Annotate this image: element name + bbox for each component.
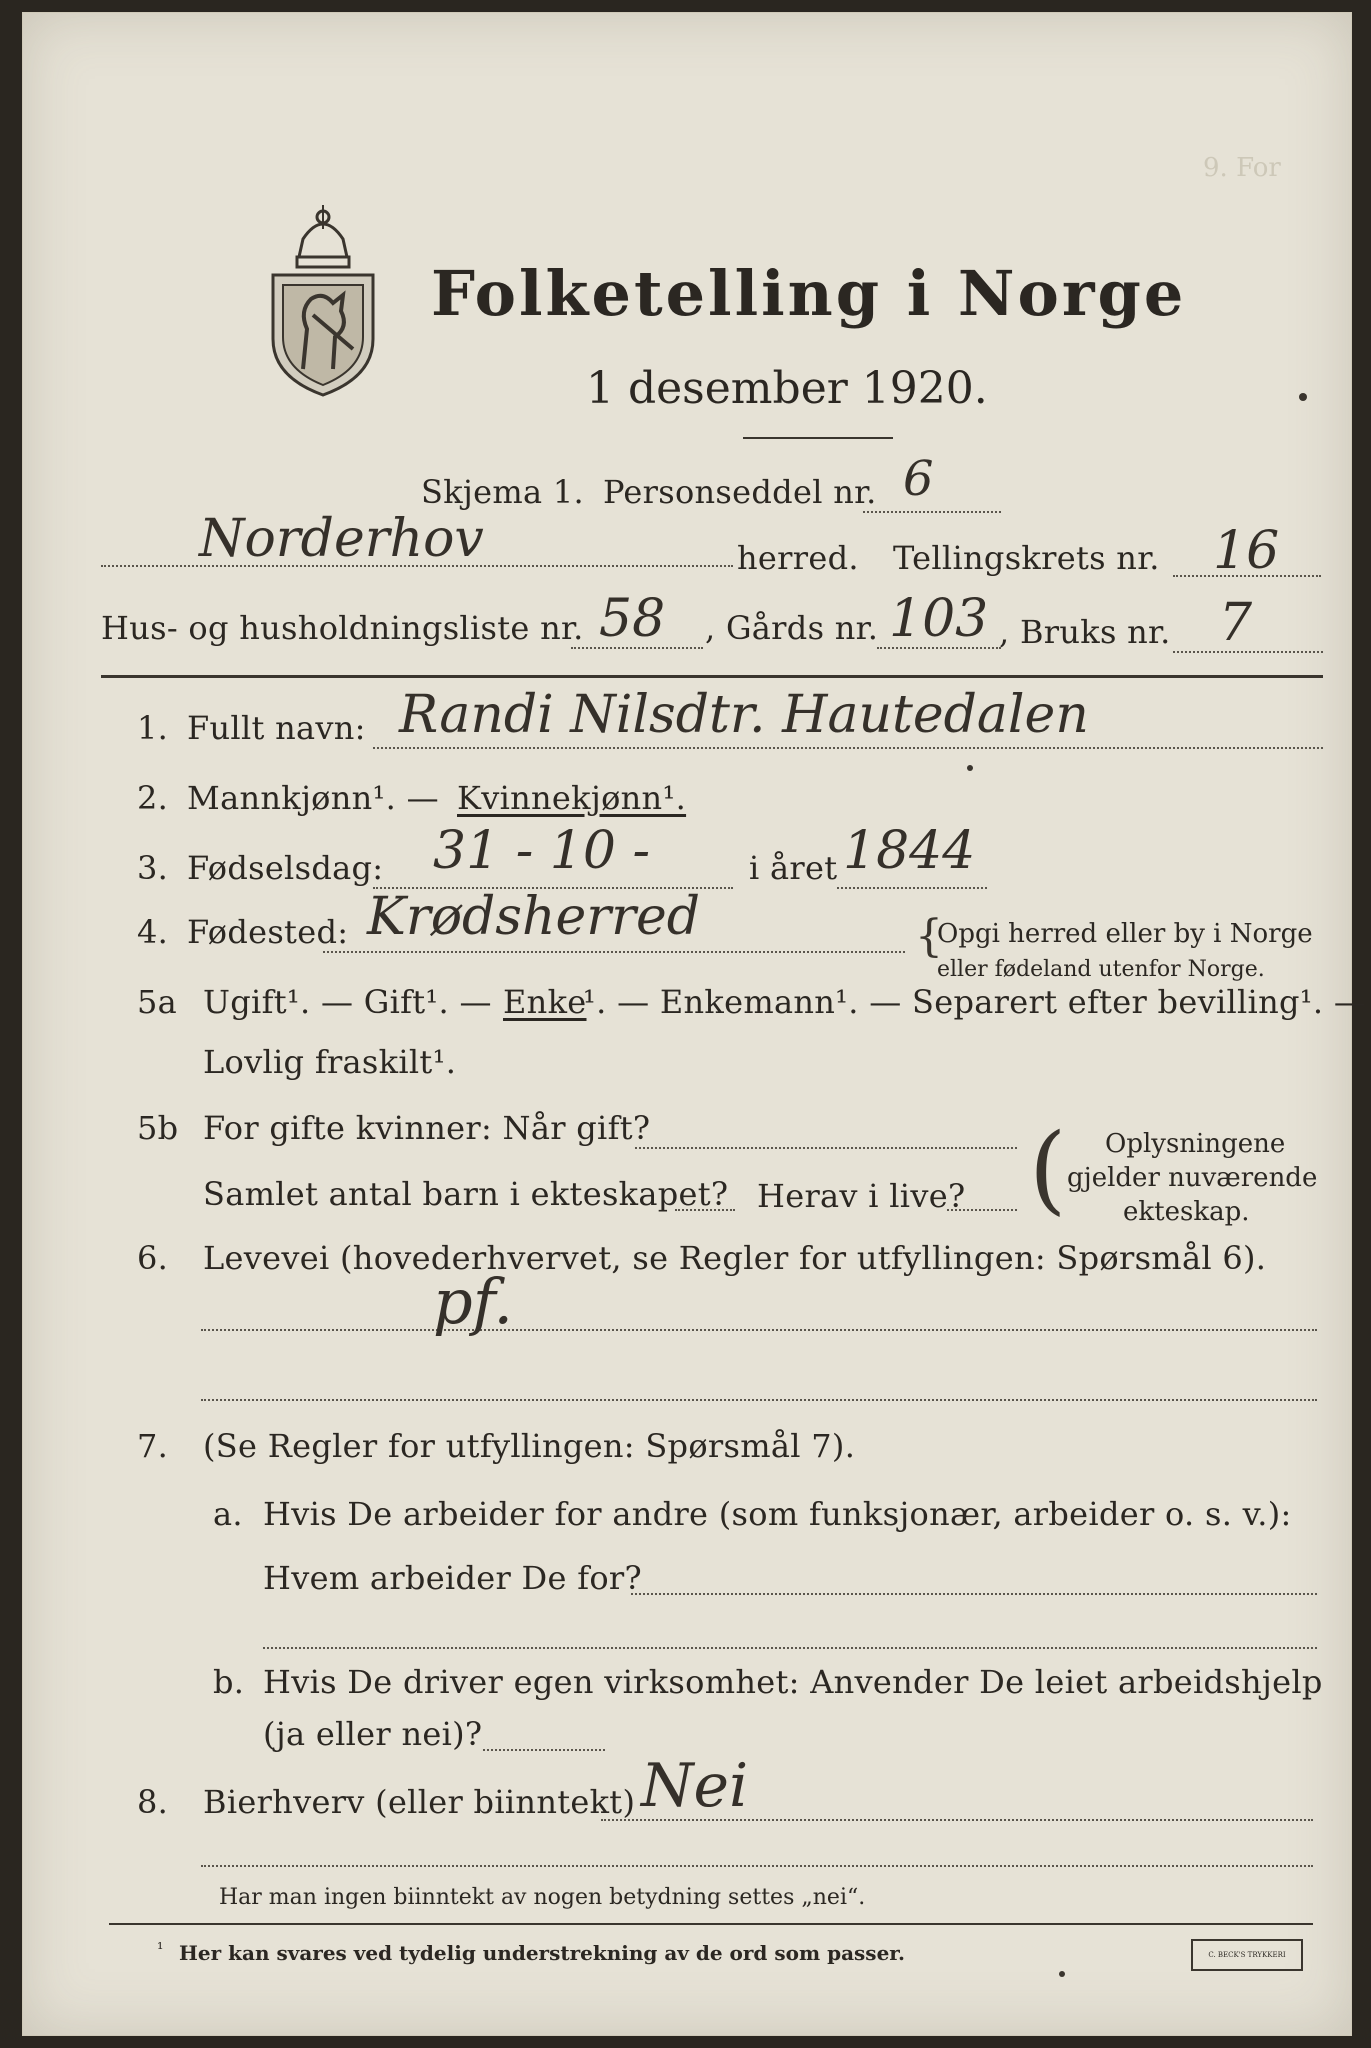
- birth-year-field[interactable]: [837, 887, 987, 889]
- q6-label: Levevei (hovederhvervet, se Regler for utfyllingen: Spørsmål 6).: [203, 1239, 1267, 1277]
- ink-dot: [1299, 393, 1307, 401]
- personseddel-field[interactable]: [863, 511, 1001, 513]
- title-divider: [743, 437, 893, 439]
- occupation-field-line2[interactable]: [201, 1399, 1317, 1401]
- norway-coat-of-arms-icon: [263, 199, 383, 399]
- q5a-options-end[interactable]: ¹. — Enkemann¹. — Separert efter bevilling¹. —: [583, 983, 1367, 1021]
- form-title: Folketelling i Norge: [431, 257, 1187, 330]
- gards-value: 103: [889, 589, 989, 649]
- occupation-value: pf.: [433, 1265, 514, 1338]
- q7a-letter: a.: [213, 1495, 243, 1533]
- q7b-letter: b.: [213, 1663, 245, 1701]
- q5b-number: 5b: [137, 1109, 179, 1147]
- full-name-field[interactable]: [373, 747, 1323, 749]
- footnote-mark: ¹: [157, 1939, 164, 1958]
- q7a-label2: Hvem arbeider De for?: [263, 1559, 642, 1597]
- q2-female-option[interactable]: [457, 779, 686, 817]
- q5b-note-line1: Oplysningene: [1105, 1129, 1286, 1159]
- hus-label: Hus- og husholdningsliste nr.: [101, 609, 584, 647]
- q7b-label2: (ja eller nei)?: [263, 1715, 483, 1753]
- footnote-text: Her kan svares ved tydelig understrekning av de ord som passer.: [179, 1941, 905, 1965]
- personseddel-value: 6: [903, 451, 934, 507]
- q4-note-line2: eller fødeland utenfor Norge.: [937, 957, 1265, 982]
- employer-field-line1[interactable]: [631, 1593, 1317, 1595]
- q5b-label-children: Samlet antal barn i ekteskapet?: [203, 1175, 729, 1213]
- q8-label: Bierhverv (eller biinntekt): [203, 1783, 636, 1821]
- q5b-label-alive: Herav i live?: [757, 1177, 966, 1215]
- full-name-value: Randi Nilsdtr. Hautedalen: [399, 685, 1089, 745]
- census-date: 1 desember 1920.: [586, 363, 988, 414]
- q3-label: Fødselsdag:: [187, 849, 384, 887]
- bruks-value: 7: [1219, 593, 1253, 653]
- bleed-through-text: 9. For: [1203, 153, 1281, 183]
- footer-rule: [109, 1923, 1313, 1925]
- q5a-options-start[interactable]: Ugift¹. — Gift¹. —: [203, 983, 492, 1021]
- birthdate-value: 31 - 10 -: [433, 821, 651, 881]
- q5b-note-line3: ekteskap.: [1123, 1197, 1250, 1227]
- hus-value: 58: [599, 589, 666, 649]
- q5a-number: 5a: [137, 983, 178, 1021]
- herred-label: herred.: [737, 539, 859, 577]
- side-income-value: Nei: [641, 1751, 749, 1821]
- q2-female-option-text: Kvinnekjønn¹.: [457, 779, 687, 817]
- skjema-label: Skjema 1.: [421, 473, 584, 511]
- birth-year-value: 1844: [843, 821, 976, 881]
- hired-help-field[interactable]: [483, 1749, 605, 1751]
- q2-number: 2.: [137, 779, 169, 817]
- q1-label: Fullt navn:: [187, 709, 366, 747]
- q1-number: 1.: [137, 709, 169, 747]
- q2-male-option[interactable]: Mannkjønn¹. —: [187, 779, 439, 817]
- q5a-widow-option-text: Enke: [503, 983, 587, 1021]
- q5b-note-brace: (: [1029, 1113, 1067, 1225]
- q3-number: 3.: [137, 849, 169, 887]
- birthplace-value: Krødsherred: [367, 887, 701, 947]
- q4-note-brace: {: [915, 911, 943, 962]
- q5a-widow-option[interactable]: [503, 983, 587, 1021]
- personseddel-label: Personseddel nr.: [603, 473, 877, 511]
- header-rule: [101, 675, 1323, 678]
- herred-value: Norderhov: [199, 509, 484, 569]
- q4-note-line1: Opgi herred eller by i Norge: [937, 919, 1313, 949]
- q7b-label1: Hvis De driver egen virksomhet: Anvender De leiet arbeidshjelp: [263, 1663, 1323, 1701]
- bruks-label: , Bruks nr.: [999, 613, 1171, 651]
- employer-field-line2[interactable]: [263, 1647, 1317, 1649]
- occupation-field-line1[interactable]: [201, 1329, 1317, 1331]
- q7-number: 7.: [137, 1427, 169, 1465]
- footer-note: Har man ingen biinntekt av nogen betydning settes „nei“.: [219, 1885, 866, 1910]
- gards-label: , Gårds nr.: [705, 609, 879, 647]
- ink-dot: [967, 765, 973, 771]
- children-alive-field[interactable]: [947, 1209, 1017, 1211]
- q7a-label1: Hvis De arbeider for andre (som funksjonær, arbeider o. s. v.):: [263, 1495, 1292, 1533]
- children-count-field[interactable]: [675, 1209, 735, 1211]
- q4-number: 4.: [137, 913, 169, 951]
- q7-label: (Se Regler for utfyllingen: Spørsmål 7).: [203, 1427, 856, 1465]
- tellingskrets-label: Tellingskrets nr.: [893, 539, 1160, 577]
- q4-label: Fødested:: [187, 913, 349, 951]
- side-income-field-line2[interactable]: [201, 1865, 1313, 1867]
- tellingskrets-value: 16: [1213, 521, 1280, 581]
- q8-number: 8.: [137, 1783, 169, 1821]
- ink-dot: [1059, 1971, 1065, 1977]
- q3-year-label: i året: [749, 849, 838, 887]
- q5a-divorced-option[interactable]: Lovlig fraskilt¹.: [203, 1043, 457, 1081]
- printer-stamp: C. BECK'S TRYKKERI: [1191, 1939, 1303, 1971]
- married-when-field[interactable]: [635, 1147, 1017, 1149]
- census-form-page: [22, 12, 1367, 2036]
- q5b-label-when-married: For gifte kvinner: Når gift?: [203, 1109, 651, 1147]
- q6-number: 6.: [137, 1239, 169, 1277]
- q5b-note-line2: gjelder nuværende: [1067, 1163, 1318, 1193]
- birthplace-field[interactable]: [323, 951, 905, 953]
